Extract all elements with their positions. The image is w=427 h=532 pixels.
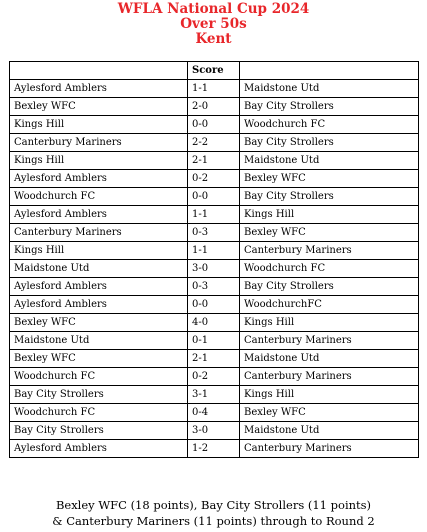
score-cell: 1-2 (188, 440, 240, 458)
table-row (10, 440, 419, 458)
away-team-cell: Bay City Strollers (240, 134, 419, 152)
score-cell: 2-0 (188, 98, 240, 116)
score-cell: 0-3 (188, 224, 240, 242)
home-team-cell: Bexley WFC (10, 98, 188, 116)
home-team-cell: Maidstone Utd (10, 260, 188, 278)
results-table (9, 61, 419, 458)
away-team-cell: Maidstone Utd (240, 350, 419, 368)
score-cell: 2-1 (188, 152, 240, 170)
score-cell: 0-2 (188, 368, 240, 386)
away-team-cell: Canterbury Mariners (240, 368, 419, 386)
table-row (10, 134, 419, 152)
header-home (10, 62, 188, 80)
score-cell: 2-1 (188, 350, 240, 368)
table-row (10, 350, 419, 368)
table-row (10, 98, 419, 116)
home-team-cell: Kings Hill (10, 116, 188, 134)
score-cell: 0-2 (188, 170, 240, 188)
competition-title: WFLA National Cup 2024 (117, 1, 310, 17)
home-team-cell: Kings Hill (10, 152, 188, 170)
away-team-cell: Canterbury Mariners (240, 332, 419, 350)
home-team-cell: Bexley WFC (10, 350, 188, 368)
table-row (10, 314, 419, 332)
table-row (10, 188, 419, 206)
score-cell: 1-1 (188, 206, 240, 224)
score-cell: 0-3 (188, 278, 240, 296)
away-team-cell: Bexley WFC (240, 224, 419, 242)
score-cell: 0-1 (188, 332, 240, 350)
away-team-cell: WoodchurchFC (240, 296, 419, 314)
header-away (240, 62, 419, 80)
summary-line-1: Bexley WFC (18 points), Bay City Strollers (11 points) (55, 498, 372, 512)
table-row (10, 332, 419, 350)
score-cell: 1-1 (188, 80, 240, 98)
age-group-title: Over 50s (180, 16, 247, 32)
away-team-cell: Kings Hill (240, 386, 419, 404)
score-cell: 0-0 (188, 296, 240, 314)
away-team-cell: Canterbury Mariners (240, 440, 419, 458)
county-title: Kent (195, 31, 232, 47)
home-team-cell: Woodchurch FC (10, 404, 188, 422)
home-team-cell: Canterbury Mariners (10, 134, 188, 152)
home-team-cell: Aylesford Amblers (10, 440, 188, 458)
score-cell: 4-0 (188, 314, 240, 332)
away-team-cell: Bexley WFC (240, 170, 419, 188)
score-cell: 0-4 (188, 404, 240, 422)
away-team-cell: Maidstone Utd (240, 152, 419, 170)
score-cell: 2-2 (188, 134, 240, 152)
away-team-cell: Maidstone Utd (240, 80, 419, 98)
score-cell: 1-1 (188, 242, 240, 260)
table-row (10, 422, 419, 440)
home-team-cell: Bexley WFC (10, 314, 188, 332)
score-cell: 3-0 (188, 260, 240, 278)
table-row (10, 206, 419, 224)
table-row (10, 224, 419, 242)
away-team-cell: Bay City Strollers (240, 188, 419, 206)
home-team-cell: Aylesford Amblers (10, 296, 188, 314)
table-row (10, 296, 419, 314)
header-score: Score (188, 62, 240, 80)
score-cell: 3-1 (188, 386, 240, 404)
home-team-cell: Aylesford Amblers (10, 80, 188, 98)
home-team-cell: Woodchurch FC (10, 188, 188, 206)
home-team-cell: Aylesford Amblers (10, 278, 188, 296)
away-team-cell: Woodchurch FC (240, 116, 419, 134)
away-team-cell: Kings Hill (240, 314, 419, 332)
home-team-cell: Maidstone Utd (10, 332, 188, 350)
home-team-cell: Aylesford Amblers (10, 170, 188, 188)
home-team-cell: Woodchurch FC (10, 368, 188, 386)
home-team-cell: Aylesford Amblers (10, 206, 188, 224)
away-team-cell: Woodchurch FC (240, 260, 419, 278)
score-cell: 0-0 (188, 188, 240, 206)
table-row (10, 368, 419, 386)
away-team-cell: Bexley WFC (240, 404, 419, 422)
table-row (10, 152, 419, 170)
away-team-cell: Kings Hill (240, 206, 419, 224)
home-team-cell: Kings Hill (10, 242, 188, 260)
summary-line-2: & Canterbury Mariners (11 points) through to Round 2 (52, 514, 375, 528)
table-row (10, 170, 419, 188)
home-team-cell: Bay City Strollers (10, 422, 188, 440)
away-team-cell: Bay City Strollers (240, 278, 419, 296)
away-team-cell: Bay City Strollers (240, 98, 419, 116)
home-team-cell: Canterbury Mariners (10, 224, 188, 242)
table-row (10, 278, 419, 296)
table-header-row (10, 62, 419, 80)
home-team-cell: Bay City Strollers (10, 386, 188, 404)
table-row (10, 80, 419, 98)
away-team-cell: Canterbury Mariners (240, 242, 419, 260)
results-body (10, 80, 419, 458)
table-row (10, 260, 419, 278)
table-row (10, 404, 419, 422)
table-row (10, 242, 419, 260)
table-row (10, 386, 419, 404)
score-cell: 3-0 (188, 422, 240, 440)
score-cell: 0-0 (188, 116, 240, 134)
table-row (10, 116, 419, 134)
away-team-cell: Maidstone Utd (240, 422, 419, 440)
